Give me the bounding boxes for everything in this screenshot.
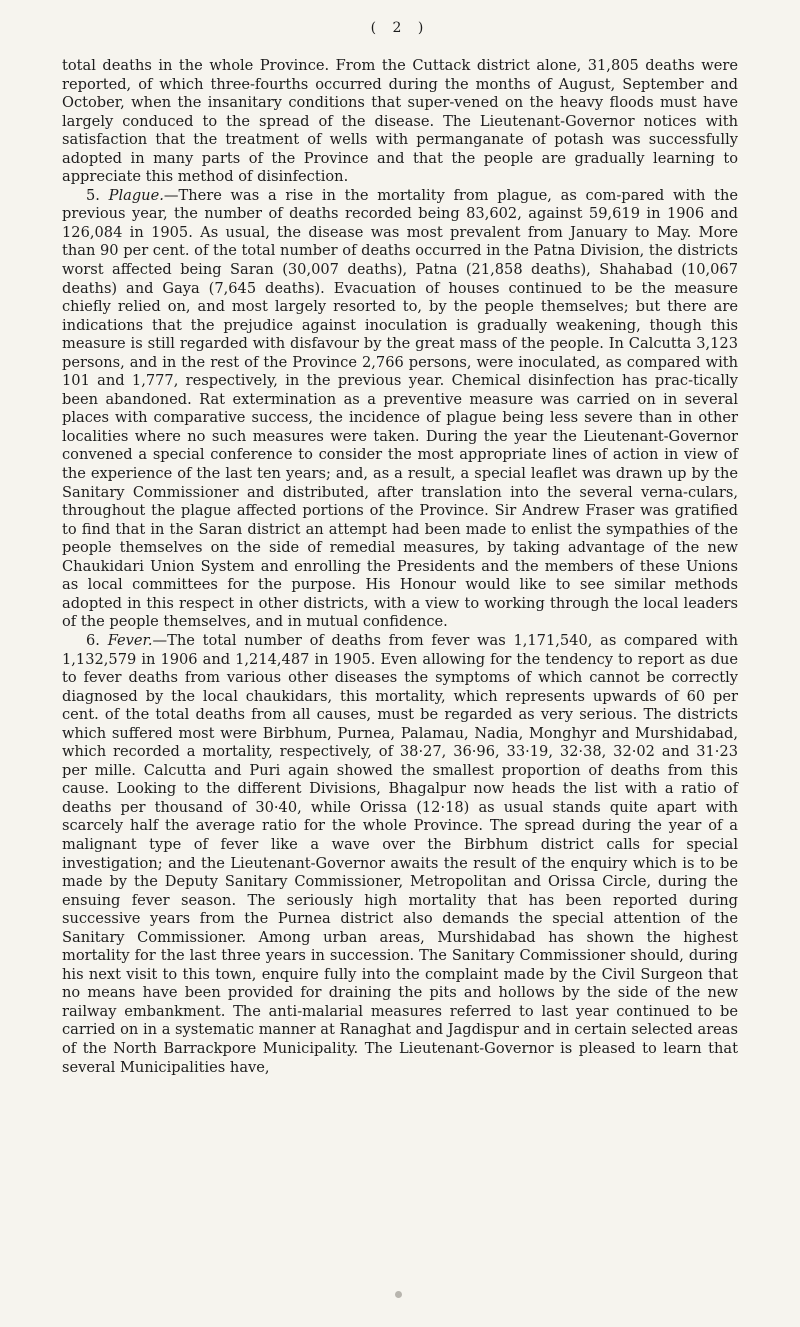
page-number: ( 2 ) [370,20,430,36]
paragraph-text: total deaths in the whole Province. From the Cuttack district alone, 31,805 deaths were reported, of which three-fourths occurred during the months of August, September and October, when the insanitary conditions that super-vened on the heavy floods must have largely conduced to the spread of the disease. The Lieutenant-Governor notices with satisfaction that the treatment of wells with permanganate of potash was successfully adopted in many parts of the Province and that the people are gradually learning to appreciate this method of disinfection. [62,57,738,186]
paragraph-text: —There was a rise in the mortality from plague, as com-pared with the previous year, the number of deaths recorded being 83,602, against 59,619 in 1906 and 126,084 in 1905. As usual, the disease was most prevalent from January to May. More than 90 per cent. of the total number of deaths occurred in the Patna Division, the districts worst affected being Saran (30,007 deaths), Patna (21,858 deaths), Shahabad (10,067 deaths) and Gaya (7,645 deaths). Evacuation of houses continued to be the measure chiefly relied on, and most largely resorted to, by the people themselves; but there are indications that the prejudice against inoculation is gradually weakening, though this measure is still regarded with disfavour by the great mass of the people. In Calcutta 3,123 persons, and in the rest of the Province 2,766 persons, were inoculated, as compared with 101 and 1,777, respectively, in the previous year. Chemical disinfection has prac-tically been abandoned. Rat extermination as a preventive measure was carried on in several places with comparative success, the incidence of plague being less severe than in other localities where no such measures were taken. During the year the Lieutenant-Governor convened a special conference to consider the most appropriate lines of action in view of the experience of the last ten years; and, as a result, a special leaflet was drawn up by the Sanitary Commissioner and distributed, after translation into the several verna-culars, throughout the plague affected portions of the Province. Sir Andrew Fraser was gratified to find that in the Saran district an attempt had been made to enlist the sympathies of the people themselves on the side of remedial measures, by taking advantage of the new Chaukidari Union System and enrolling the Presidents and the members of these Unions as local committees for the purpose. His Honour would like to see similar methods adopted in this respect in other districts, with a view to working through the local leaders of the people themselves, and in mutual confidence. [62,186,739,631]
paragraph-heading: Plague. [108,186,164,204]
paragraph-plague [62,187,738,632]
paragraph-number: 5. [86,186,100,204]
paragraph-number: 6. [86,631,100,649]
page-mark [395,1291,402,1298]
body-text [62,57,738,1077]
paragraph-continuation [62,57,738,187]
paragraph-heading: Fever. [107,631,153,649]
paragraph-text: —The total number of deaths from fever was 1,171,540, as compared with 1,132,579 in 1906 and 1,214,487 in 1905. Even allowing for the tendency to report as due to fever deaths from various other diseases the symptoms of which cannot be correctly diagnosed by the local chaukidars, this mortality, which represents upwards of 60 per cent. of the total deaths from all causes, must be regarded as very serious. The districts which suffered most were Birbhum, Purnea, Palamau, Nadia, Monghyr and Murshidabad, which recorded a mortality, respectively, of 38·27, 36·96, 33·19, 32·38, 32·02 and 31·23 per mille. Calcutta and Puri again showed the smallest proportion of deaths from this cause. Looking to the different Divisions, Bhagalpur now heads the list with a ratio of deaths per thousand of 30·40, while Orissa (12·18) as usual stands quite apart with scarcely half the average ratio for the whole Province. The spread during the year of a malignant type of fever like a wave over the Birbhum district calls for special investigation; and the Lieutenant-Governor awaits the result of the enquiry which is to be made by the Deputy Sanitary Commissioner, Metropolitan and Orissa Circle, during the ensuing fever season. The seriously high mortality that has been reported during successive years from the Purnea district also demands the special attention of the Sanitary Commissioner. Among urban areas, Murshidabad has shown the highest mortality for the last three years in succession. The Sanitary Commissioner should, during his next visit to this town, enquire fully into the complaint made by the Civil Surgeon that no means have been provided for draining the pits and hollows by the side of the new railway embankment. The anti-malarial measures referred to last year continued to be carried on in a systematic manner at Ranaghat and Jagdispur and in certain selected areas of the North Barrackpore Municipality. The Lieutenant-Governor is pleased to learn that several Municipalities have, [62,631,739,1076]
paragraph-fever [62,632,738,1077]
